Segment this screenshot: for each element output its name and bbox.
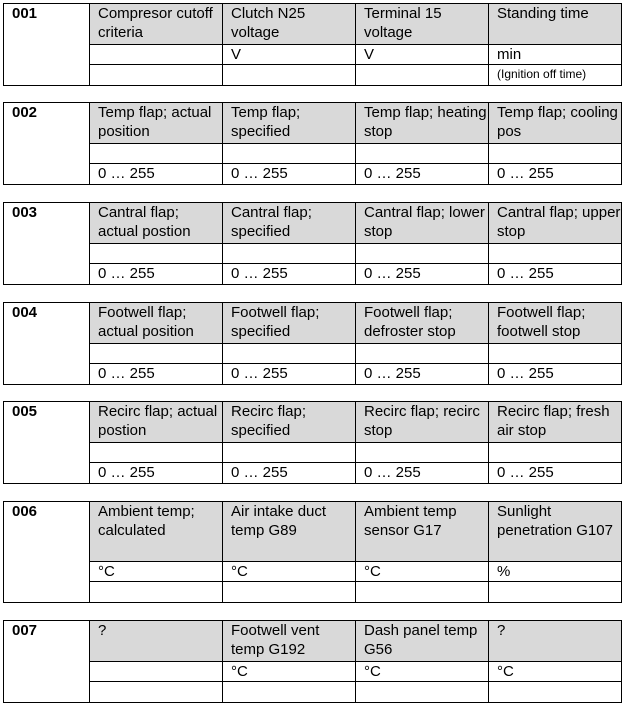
- field-4-range: [489, 682, 622, 703]
- field-1-label: ?: [90, 621, 223, 662]
- field-4-unit: [489, 144, 622, 164]
- field-1-range: [90, 682, 223, 703]
- field-3-range: [356, 582, 489, 603]
- field-2-unit: [223, 244, 356, 264]
- field-2-range: [223, 582, 356, 603]
- group-number: 003: [4, 203, 90, 285]
- field-2-unit: °C: [223, 562, 356, 582]
- field-1-label: Cantral flap; actual postion: [90, 203, 223, 244]
- field-2-unit: °C: [223, 662, 356, 682]
- field-2-label: Air intake duct temp G89: [223, 502, 356, 562]
- field-3-label: Terminal 15 voltage: [356, 4, 489, 45]
- field-3-unit: °C: [356, 562, 489, 582]
- field-2-range: [223, 682, 356, 703]
- group-number: 006: [4, 502, 90, 603]
- field-2-range: 0 … 255: [223, 164, 356, 185]
- field-4-range: 0 … 255: [489, 364, 622, 385]
- field-1-unit: [90, 344, 223, 364]
- group-number: 002: [4, 103, 90, 185]
- group-number: 004: [4, 303, 90, 385]
- field-1-range: 0 … 255: [90, 463, 223, 484]
- field-4-range: 0 … 255: [489, 264, 622, 285]
- measuring-group-002: [3, 102, 622, 185]
- field-3-label: Footwell flap; defroster stop: [356, 303, 489, 344]
- field-4-range: (Ignition off time): [489, 65, 622, 86]
- field-3-range: 0 … 255: [356, 264, 489, 285]
- field-4-unit: %: [489, 562, 622, 582]
- field-4-range: 0 … 255: [489, 463, 622, 484]
- field-2-unit: V: [223, 45, 356, 65]
- field-4-label: ?: [489, 621, 622, 662]
- field-3-range: [356, 682, 489, 703]
- field-4-label: Cantral flap; upper stop: [489, 203, 622, 244]
- field-1-label: Recirc flap; actual postion: [90, 402, 223, 443]
- field-4-range: 0 … 255: [489, 164, 622, 185]
- field-1-label: Footwell flap; actual position: [90, 303, 223, 344]
- field-1-label: Compresor cutoff criteria: [90, 4, 223, 45]
- field-2-range: 0 … 255: [223, 364, 356, 385]
- measuring-group-007: [3, 620, 622, 703]
- field-2-unit: [223, 344, 356, 364]
- field-3-range: 0 … 255: [356, 463, 489, 484]
- field-3-unit: [356, 344, 489, 364]
- field-3-range: 0 … 255: [356, 364, 489, 385]
- measuring-group-004: [3, 302, 622, 385]
- field-1-unit: [90, 144, 223, 164]
- field-1-range: 0 … 255: [90, 264, 223, 285]
- field-4-label: Footwell flap; footwell stop: [489, 303, 622, 344]
- field-3-range: 0 … 255: [356, 164, 489, 185]
- field-4-label: Standing time: [489, 4, 622, 45]
- field-1-unit: [90, 662, 223, 682]
- field-1-label: Ambient temp; calculated: [90, 502, 223, 562]
- group-number: 001: [4, 4, 90, 86]
- field-2-label: Footwell vent temp G192: [223, 621, 356, 662]
- field-3-unit: [356, 244, 489, 264]
- field-3-label: Ambient temp sensor G17: [356, 502, 489, 562]
- field-4-label: Temp flap; cooling pos: [489, 103, 622, 144]
- field-2-unit: [223, 443, 356, 463]
- field-1-unit: [90, 244, 223, 264]
- field-2-range: [223, 65, 356, 86]
- field-3-unit: °C: [356, 662, 489, 682]
- group-number: 005: [4, 402, 90, 484]
- field-3-unit: [356, 144, 489, 164]
- field-3-label: Cantral flap; lower stop: [356, 203, 489, 244]
- field-3-unit: V: [356, 45, 489, 65]
- field-1-range: [90, 65, 223, 86]
- field-4-unit: [489, 344, 622, 364]
- field-2-label: Footwell flap; specified: [223, 303, 356, 344]
- field-1-range: 0 … 255: [90, 164, 223, 185]
- field-1-unit: [90, 45, 223, 65]
- field-4-unit: °C: [489, 662, 622, 682]
- field-2-label: Temp flap; specified: [223, 103, 356, 144]
- field-4-label: Recirc flap; fresh air stop: [489, 402, 622, 443]
- field-4-unit: [489, 244, 622, 264]
- measuring-group-005: [3, 401, 622, 484]
- field-2-unit: [223, 144, 356, 164]
- field-3-unit: [356, 443, 489, 463]
- field-3-label: Recirc flap; recirc stop: [356, 402, 489, 443]
- field-3-label: Temp flap; heating stop: [356, 103, 489, 144]
- measuring-group-006: [3, 501, 622, 603]
- field-3-label: Dash panel temp G56: [356, 621, 489, 662]
- measuring-group-003: [3, 202, 622, 285]
- measuring-group-001: [3, 3, 622, 86]
- field-1-label: Temp flap; actual position: [90, 103, 223, 144]
- field-4-range: [489, 582, 622, 603]
- field-2-range: 0 … 255: [223, 463, 356, 484]
- field-4-unit: min: [489, 45, 622, 65]
- field-4-label: Sunlight penetration G107: [489, 502, 622, 562]
- field-1-unit: °C: [90, 562, 223, 582]
- field-2-range: 0 … 255: [223, 264, 356, 285]
- field-1-range: [90, 582, 223, 603]
- field-2-label: Recirc flap; specified: [223, 402, 356, 443]
- field-4-unit: [489, 443, 622, 463]
- field-1-unit: [90, 443, 223, 463]
- field-1-range: 0 … 255: [90, 364, 223, 385]
- field-2-label: Cantral flap; specified: [223, 203, 356, 244]
- group-number: 007: [4, 621, 90, 703]
- field-3-range: [356, 65, 489, 86]
- field-2-label: Clutch N25 voltage: [223, 4, 356, 45]
